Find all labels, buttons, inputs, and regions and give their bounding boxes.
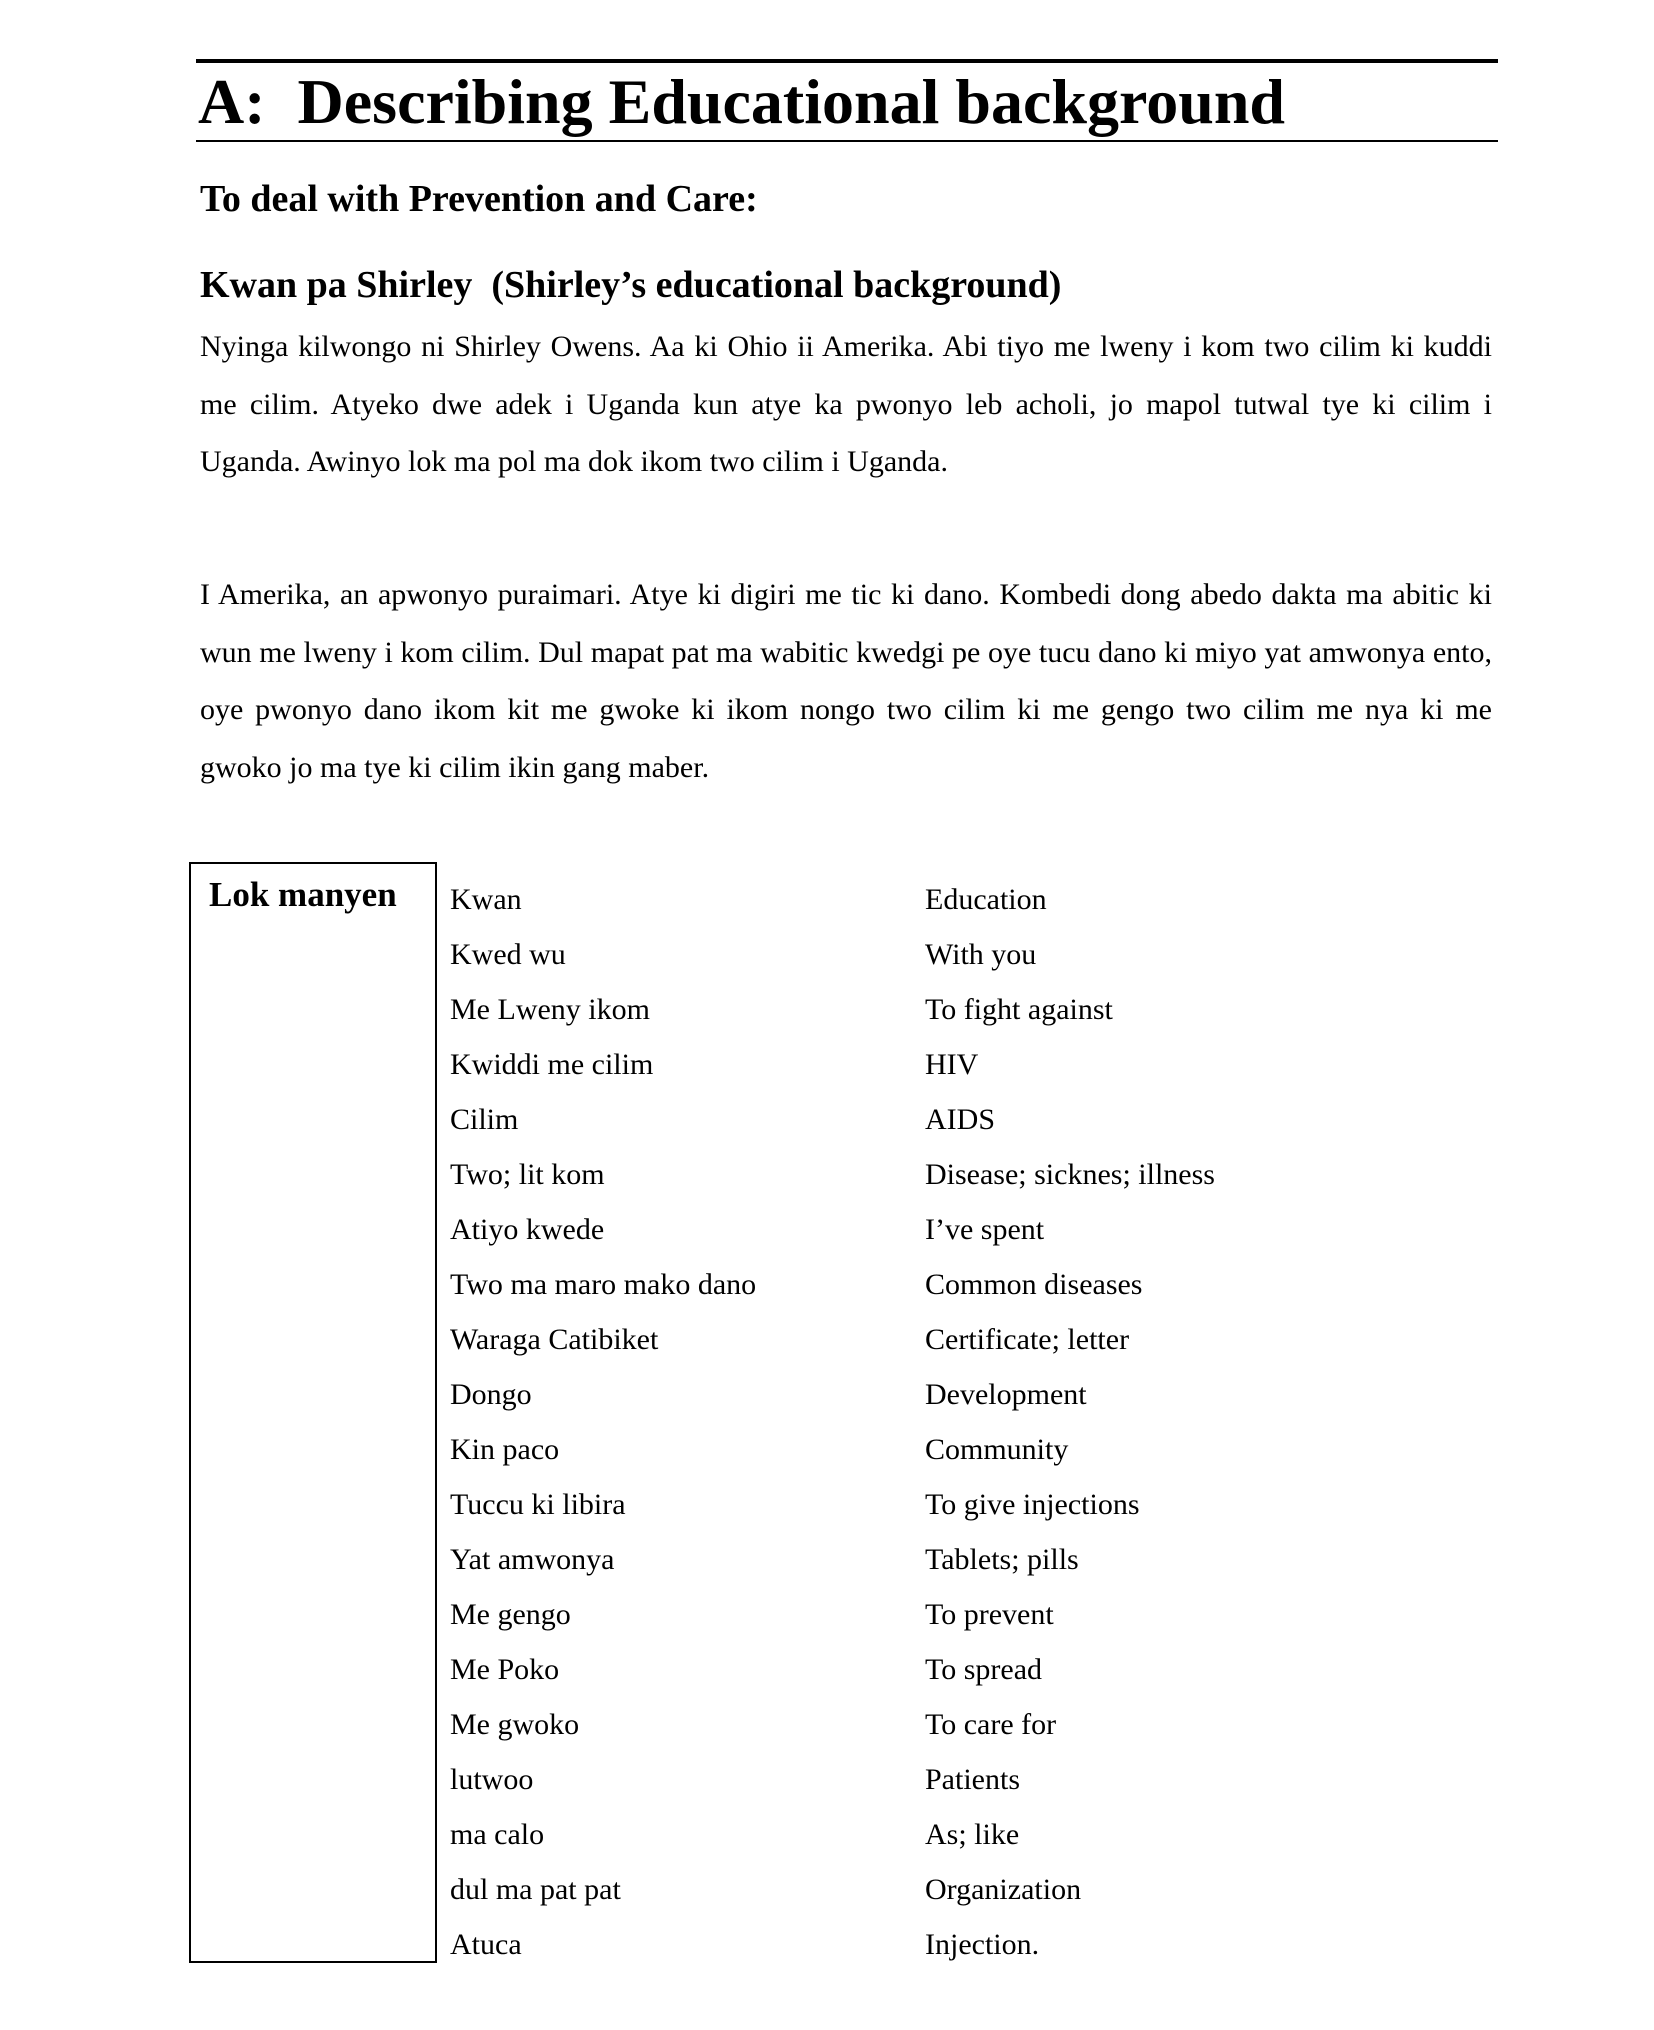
vocabulary-term: Cilim	[450, 1103, 519, 1136]
vocabulary-gloss: With you	[925, 938, 1037, 971]
vocabulary-gloss: To fight against	[925, 993, 1113, 1026]
vocabulary-term: Waraga Catibiket	[450, 1323, 659, 1356]
vocabulary-term: Me gwoko	[450, 1708, 580, 1741]
paragraph-intro: Nyinga kilwongo ni Shirley Owens. Aa ki Ohio ii Amerika. Abi tiyo me lweny i kom two cilim ki kuddi me cilim. Atyeko dwe adek i Uganda kun atye ka pwonyo leb acholi, jo mapol tutwal tye ki cilim i Uganda. Awinyo lok ma pol ma dok ikom two cilim i Uganda.	[200, 330, 1492, 478]
vocabulary-box	[189, 862, 437, 1963]
page-title: A: Describing Educational background	[198, 66, 1285, 137]
vocabulary-gloss: Education	[925, 883, 1047, 916]
vocabulary-gloss: Patients	[925, 1763, 1020, 1796]
vocabulary-gloss: Injection.	[925, 1928, 1040, 1961]
vocabulary-term: Me Lweny ikom	[450, 993, 650, 1026]
vocabulary-gloss: Tablets; pills	[925, 1543, 1079, 1576]
vocabulary-term: Dongo	[450, 1378, 532, 1411]
vocabulary-gloss: To give injections	[925, 1488, 1140, 1521]
vocabulary-gloss: As; like	[925, 1818, 1020, 1851]
vocabulary-gloss: I’ve spent	[925, 1213, 1045, 1246]
reading-heading: Kwan pa Shirley (Shirley’s educational background)	[200, 264, 1062, 306]
vocabulary-gloss: Common diseases	[925, 1268, 1143, 1301]
title-bottom-rule	[196, 140, 1498, 142]
vocabulary-gloss: Community	[925, 1433, 1069, 1466]
vocabulary-term: Kwan	[450, 883, 522, 916]
vocabulary-term: Tuccu ki libira	[450, 1488, 626, 1521]
vocabulary-term: Atiyo kwede	[450, 1213, 605, 1246]
vocabulary-term: dul ma pat pat	[450, 1873, 621, 1906]
vocabulary-term: Atuca	[450, 1928, 522, 1961]
vocabulary-term: ma calo	[450, 1818, 545, 1851]
vocabulary-gloss: Certificate; letter	[925, 1323, 1130, 1356]
vocabulary-term: Kin paco	[450, 1433, 560, 1466]
vocabulary-term: Two ma maro mako dano	[450, 1268, 757, 1301]
vocabulary-term: Me gengo	[450, 1598, 571, 1631]
vocabulary-gloss: To spread	[925, 1653, 1043, 1686]
vocabulary-gloss: Organization	[925, 1873, 1082, 1906]
vocabulary-gloss: To care for	[925, 1708, 1057, 1741]
vocabulary-term: Me Poko	[450, 1653, 560, 1686]
vocabulary-gloss: To prevent	[925, 1598, 1054, 1631]
section-heading: To deal with Prevention and Care:	[200, 178, 758, 220]
vocabulary-term: Two; lit kom	[450, 1158, 605, 1191]
vocabulary-gloss: Development	[925, 1378, 1087, 1411]
vocabulary-gloss: AIDS	[925, 1103, 996, 1136]
vocabulary-term: lutwoo	[450, 1763, 534, 1796]
vocabulary-heading: Lok manyen	[209, 875, 397, 914]
vocabulary-gloss: HIV	[925, 1048, 979, 1081]
vocabulary-gloss: Disease; sicknes; illness	[925, 1158, 1215, 1191]
vocabulary-term: Kwed wu	[450, 938, 566, 971]
vocabulary-term: Kwiddi me cilim	[450, 1048, 654, 1081]
paragraph-background: I Amerika, an apwonyo puraimari. Atye ki digiri me tic ki dano. Kombedi dong abedo dakta ma abitic ki wun me lweny i kom cilim. Dul mapat pat ma wabitic kwedgi pe oye tucu dano ki miyo yat amwonya ento, oye pwonyo dano ikom kit me gwoke ki ikom nongo two cilim ki me gengo two cilim me nya ki me gwoko jo ma tye ki cilim ikin gang maber.	[200, 578, 1492, 784]
vocabulary-term: Yat amwonya	[450, 1543, 615, 1576]
